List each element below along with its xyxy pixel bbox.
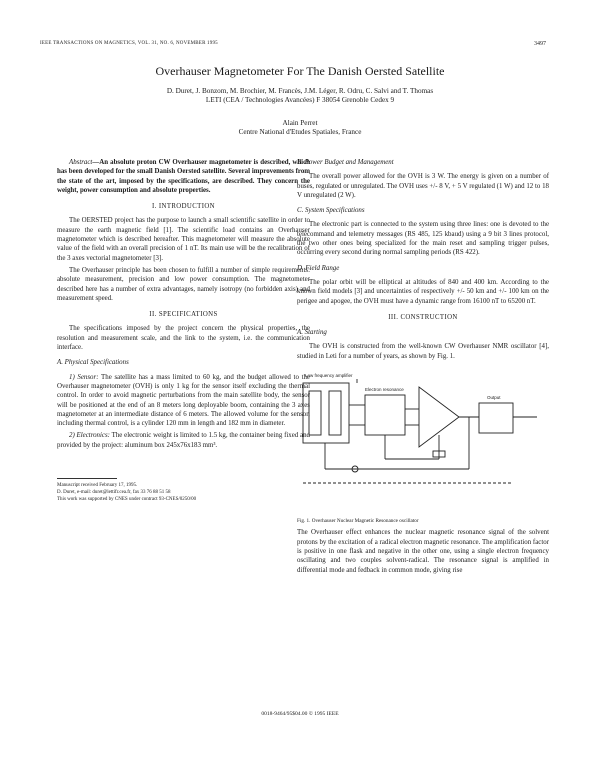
author-affiliation-2: Centre National d'Etudes Spatiales, France [238,128,362,136]
section-heading-specifications: II. SPECIFICATIONS [149,311,218,319]
figure-label-left: Low frequency amplifier [305,373,353,379]
page-number: 3497 [534,41,546,47]
abstract [57,158,310,195]
electronics-text: The electronic weight is limited to 1.5 kg, the container being fixed and provided by the project: aluminum box 245x76x183 mm³. [57,432,310,449]
section-heading-construction: III. CONSTRUCTION [388,313,458,321]
section-heading-introduction: I. INTRODUCTION [151,203,215,211]
figure-label-right: Output [487,395,501,401]
figure-caption: Fig. 1. Overhauser Nuclear Magnetic Resonance oscillator [297,518,419,525]
subsection-field-range: D. Field Range [297,264,340,272]
author-list: D. Duret, J. Bonzom, M. Brochier, M. Francès, J.M. Léger, R. Odru, C. Salvi and T. Thomas [166,87,434,95]
flask-left [309,391,321,435]
paper-title: Overhauser Magnetometer For The Danish Oersted Satellite [155,64,445,78]
system-paragraph: The electronic part is connected to the system using three lines: one is devoted to the telecommand and telemetry messages (RS 485, 125 kbaud) using a 9 bit 3 lines protocol, the two other ones being specialized for the main reset and sampling trigger pulses, occurring every second during normal sampling periods (RS 422). [297,221,549,257]
construction-paragraph: The OVH is constructed from the well-known CW Overhauser NMR oscillator [4], studied in Leti for a number of years, as shown by Fig. 1. [297,343,549,360]
intro-paragraph-2: The Overhauser principle has been chosen to fulfill a number of simple requirements: absolute measurement, precision and low power consumption. The magnetometer described here has a number of extra advantages, namely isotropy (no forbidden axis) and measurement speed. [57,266,310,302]
journal-header: IEEE TRANSACTIONS ON MAGNETICS, VOL. 31, NO. 6, NOVEMBER 1995 [40,41,218,46]
author-block-2 [0,119,600,137]
oscillator-diagram [297,365,549,515]
sensor-paragraph [57,373,310,429]
intro-paragraph-1: The OERSTED project has the purpose to launch a small scientific satellite in order to measure the earth magnetic field [1]. The scientific load contains an Overhauser magnetometer which is described hereafter. This magnetometer will measure the absolute value of the field with an overall precision of 1 nT. Its main use will be the recalibration of the 3 axes vectorial magnetometer [3]. [57,217,310,262]
flask-right [329,391,341,435]
sensor-text: The satellite has a mass limited to 60 kg, and the budget allowed to the Overhauser magnetometer (OVH) is only 1 kg for the sensor itself excluding the thermal control. In order to avoid magnetic perturbations from the main satellite body, the sensor will be positioned at the end of an 8 meters long deployable boom, containing the 3 axes magnetometer at an intermediate distance of 6 meters. The allowed volume for the sensor, including thermal control, is a cylinder 120 mm in length and 182 mm in diameter. [57,373,310,428]
copyright-footer: 0018-9464/95$04.00 © 1995 IEEE [261,711,339,717]
power-paragraph: The overall power allowed for the OVH is 3 W. The energy is given on a number of buses, regulated or unregulated. The OVH uses +/- 8 V, + 5 V regulated (1 W) and 12 to 18 V unregulated (2 W). [297,173,549,199]
author-affiliation-1: LETI (CEA / Technologies Avancées) F 38054 Grenoble Cedex 9 [205,96,395,104]
author-name-2: Alain Perret [282,119,318,127]
subsection-power-budget: B. Power Budget and Management [297,159,394,166]
footnote-received: Manuscript received February 17, 1995. [57,483,138,489]
figure-label-mid: Electron resonance [365,387,404,393]
resonance-box [365,395,405,435]
footnote-rule [57,478,117,479]
sensor-lead: 1) Sensor: [69,373,99,381]
footnote-support: This work was supported by CNES under contract 93-CNES/0250/00 [57,497,197,503]
construction-paragraph-2: The Overhauser effect enhances the nuclear magnetic resonance signal of the solvent protons by the excitation of a radical electron magnetic resonance. The amplification factor is positive in one flask and negative in the other one, using a single electron frequency oscillating and two couples solvent-radical. The resonance signal is amplified in differential mode and fedback in common mode, giving rise [297,529,549,574]
subsection-physical-specifications: A. Physical Specifications [57,359,129,367]
right-column [297,158,549,578]
electronics-lead: 2) Electronics: [69,432,110,440]
field-paragraph: The polar orbit will be elliptical at altitudes of 840 and 400 km. According to the known field models [3] and uncertainties of respectively +/- 50 km and +/- 100 km on the perigee and apogee, the OVH must have a dynamic range from 16100 nT to 65200 nT. [297,278,549,305]
abstract-text: —An absolute proton CW Overhauser magnetometer is described, which has been developed for the small Danish Oersted satellite. Several improvements from the state of the art, imposed by the specifications, are described. They concern the weight, power consumption and absolute properties. [57,159,310,194]
abstract-lead: Abstract [69,159,93,166]
author-block-1 [0,87,600,105]
subsection-system-specifications: C. System Specifications [297,207,365,215]
figure-1 [297,365,549,515]
electronics-paragraph [57,431,310,450]
footnote-email: D. Duret, e-mail: duret@lettifr.cea.fr, fax 33 76 88 51 58 [57,490,171,496]
sensor-box [303,383,349,443]
subsection-starting: A. Starting [297,329,327,337]
spec-paragraph-1: The specifications imposed by the project concern the physical properties, the resolution and measurement scale, and the link to the system, i.e. the communication interface. [57,325,310,352]
left-column [57,158,310,503]
output-box [479,403,513,433]
